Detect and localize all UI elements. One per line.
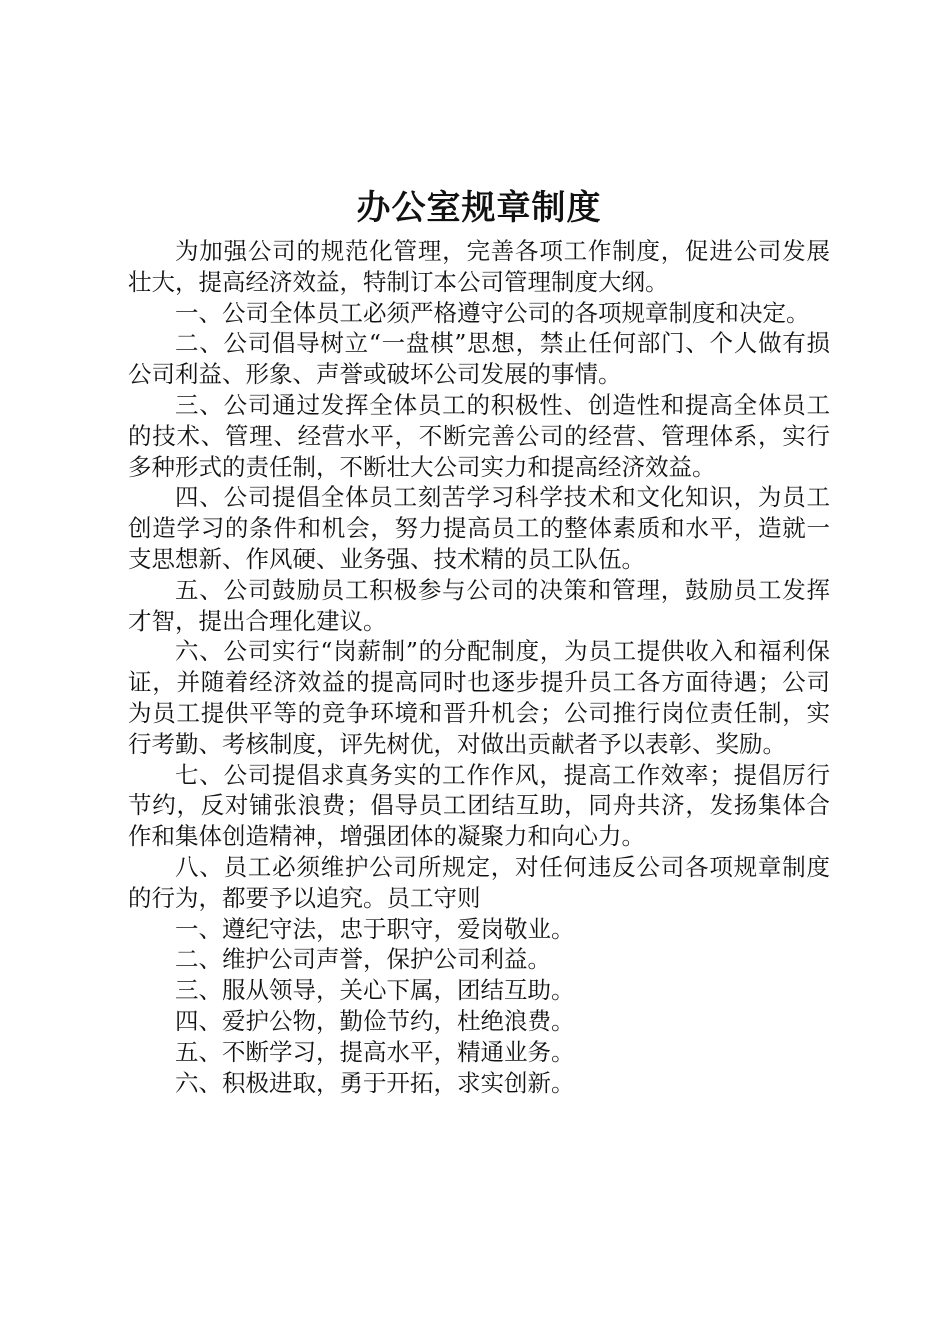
clause-3: 三、公司通过发挥全体员工的积极性、创造性和提高全体员工的技术、管理、经营水平，不断完善公司的经营、管理体系，实行多种形式的责任制，不断壮大公司实力和提高经济效益。 [128, 390, 830, 481]
document-title: 办公室规章制度 [356, 188, 602, 228]
document-page [128, 180, 830, 1098]
clause-6: 六、公司实行“岗薪制”的分配制度，为员工提供收入和福利保证，并随着经济效益的提高同时也逐步提升员工各方面待遇；公司为员工提供平等的竞争环境和晋升机会；公司推行岗位责任制，实行考勤、考核制度，评先树优，对做出贡献者予以表彰、奖励。 [128, 637, 830, 758]
clause-7: 七、公司提倡求真务实的工作作风，提高工作效率；提倡厉行节约，反对铺张浪费；倡导员工团结互助，同舟共济，发扬集体合作和集体创造精神，增强团体的凝聚力和向心力。 [128, 760, 830, 851]
rule-item-3: 三、服从领导，关心下属，团结互助。 [175, 976, 575, 1005]
rule-item-4: 四、爱护公物，勤俭节约，杜绝浪费。 [175, 1006, 575, 1035]
rule-item-5: 五、不断学习，提高水平，精通业务。 [175, 1037, 575, 1066]
clause-4: 四、公司提倡全体员工刻苦学习科学技术和文化知识，为员工创造学习的条件和机会，努力提高员工的整体素质和水平，造就一支思想新、作风硬、业务强、技术精的员工队伍。 [128, 483, 830, 573]
clause-8: 八、员工必须维护公司所规定，对任何违反公司各项规章制度的行为，都要予以追究。员工守则 [128, 852, 830, 912]
clause-5: 五、公司鼓励员工积极参与公司的决策和管理，鼓励员工发挥才智，提出合理化建议。 [128, 575, 830, 635]
clause-1: 一、公司全体员工必须严格遵守公司的各项规章制度和决定。 [175, 298, 810, 327]
intro-paragraph: 为加强公司的规范化管理，完善各项工作制度，促进公司发展壮大，提高经济效益，特制订本公司管理制度大纲。 [128, 237, 830, 296]
rule-item-2: 二、维护公司声誉，保护公司利益。 [175, 945, 551, 974]
rule-item-1: 一、遵纪守法，忠于职守，爱岗敬业。 [175, 914, 575, 943]
rule-item-6: 六、积极进取，勇于开拓，求实创新。 [175, 1068, 575, 1097]
clause-2: 二、公司倡导树立“一盘棋”思想，禁止任何部门、个人做有损公司利益、形象、声誉或破坏公司发展的事情。 [128, 329, 830, 389]
